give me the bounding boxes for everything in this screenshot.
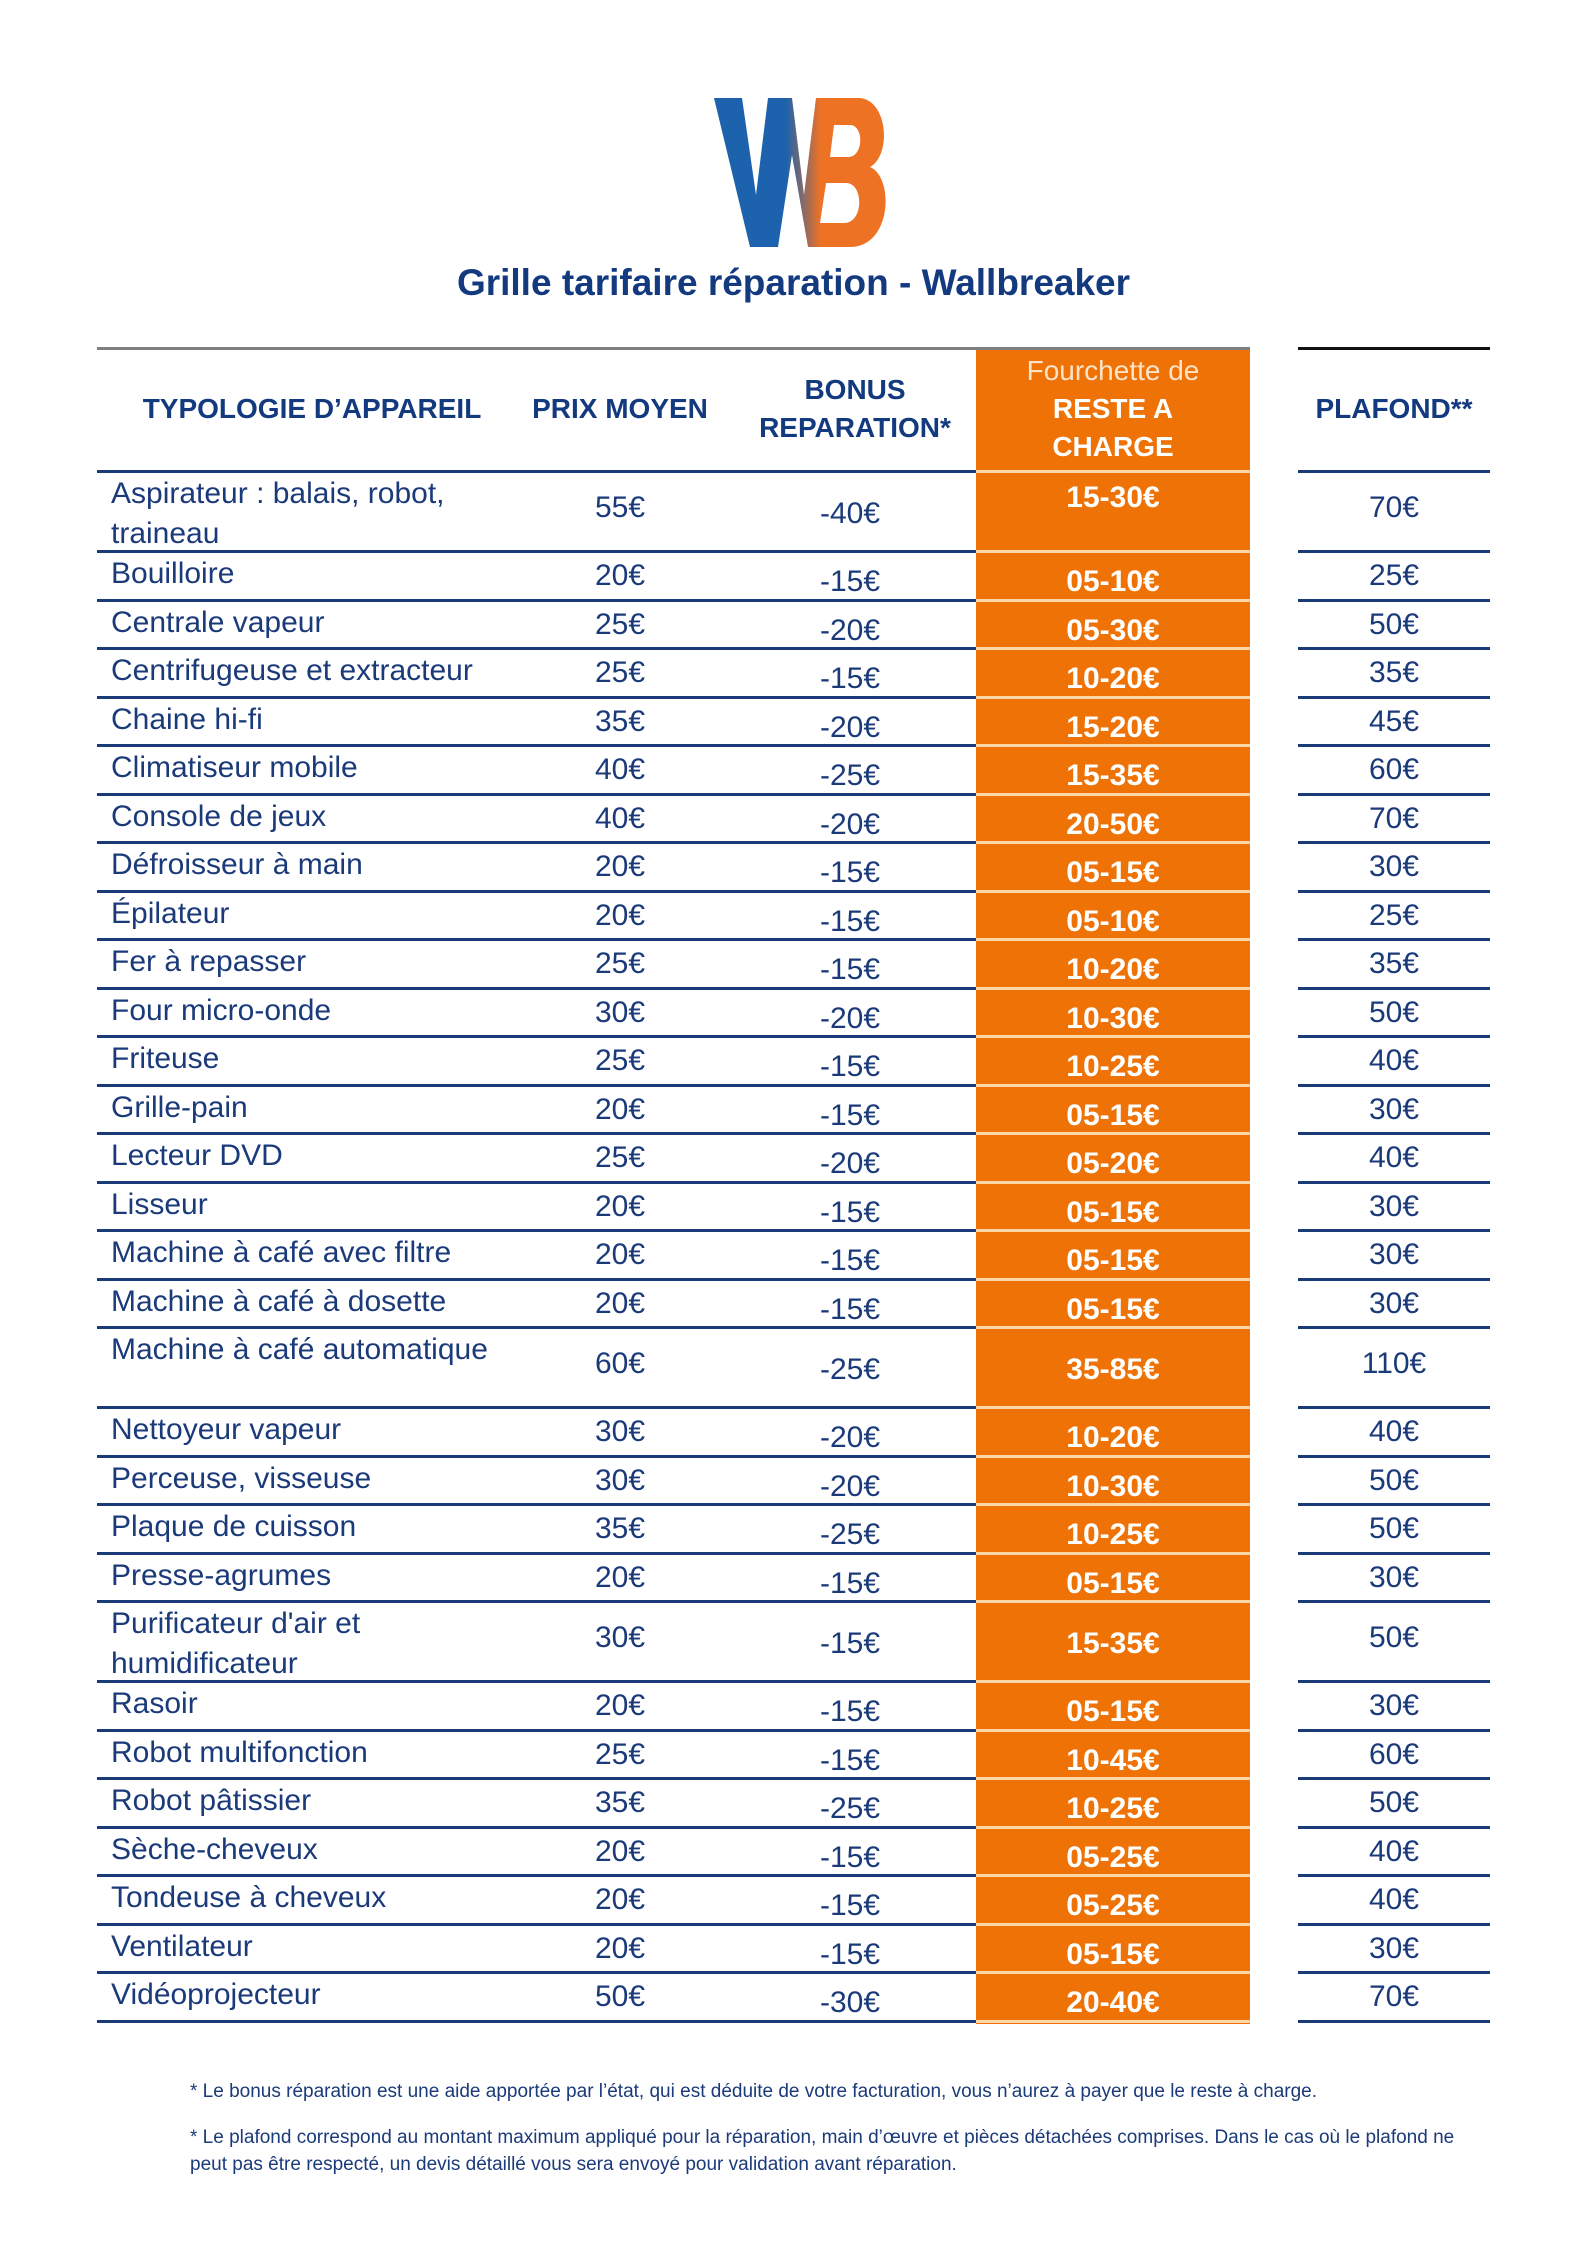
repair-bonus: -15€ [819, 662, 881, 695]
row-divider [97, 1971, 976, 1974]
appliance-name: Presse-agrumes [111, 1558, 332, 1592]
price-cap: 30€ [1368, 1560, 1420, 1594]
row-divider [1298, 1455, 1490, 1458]
repair-bonus: -15€ [819, 904, 881, 938]
row-divider [976, 744, 1250, 747]
row-divider [1298, 1971, 1490, 1974]
average-price: 25€ [594, 1044, 646, 1077]
row-divider [976, 938, 1250, 941]
row-divider [1298, 1552, 1490, 1555]
average-price: 55€ [594, 491, 646, 524]
row-divider [1298, 1923, 1490, 1926]
remaining-cost-range: 35-85€ [1066, 1353, 1160, 1386]
appliance-name: Friteuse [111, 1042, 220, 1075]
row-divider [1298, 1600, 1490, 1603]
price-cap: 50€ [1368, 1621, 1420, 1654]
row-divider [976, 1132, 1250, 1135]
row-divider [97, 1326, 976, 1329]
row-divider [97, 1406, 976, 1409]
row-divider [976, 1729, 1250, 1732]
appliance-name: Ventilateur [111, 1929, 253, 1963]
remaining-cost-range: 05-25€ [1066, 1889, 1160, 1922]
appliance-name: Lisseur [111, 1187, 208, 1221]
repair-bonus: -20€ [819, 1001, 881, 1035]
appliance-name: Machine à café à dosette [111, 1284, 447, 1318]
row-divider [976, 470, 1250, 473]
repair-bonus: -15€ [819, 1566, 881, 1600]
row-divider [1298, 1729, 1490, 1732]
remaining-cost-range: 10-20€ [1066, 953, 1160, 986]
average-price: 25€ [594, 607, 646, 641]
appliance-name: Tondeuse à cheveux [111, 1881, 387, 1914]
row-divider [1298, 647, 1490, 650]
average-price: 40€ [594, 801, 646, 835]
price-cap: 60€ [1368, 1737, 1420, 1771]
average-price: 40€ [594, 753, 646, 786]
row-divider [976, 793, 1250, 796]
row-divider [976, 1035, 1250, 1038]
remaining-cost-range: 15-30€ [1066, 481, 1160, 514]
remaining-cost-range: 05-15€ [1066, 1292, 1160, 1326]
row-divider [97, 1503, 976, 1506]
row-divider [1298, 890, 1490, 893]
repair-bonus: -15€ [819, 1195, 881, 1229]
row-divider [97, 938, 976, 941]
average-price: 35€ [594, 1786, 646, 1819]
appliance-name: Climatiseur mobile [111, 751, 358, 784]
repair-bonus: -20€ [819, 807, 881, 841]
row-divider [976, 1278, 1250, 1281]
header-range-line2: RESTE A [1052, 393, 1174, 424]
remaining-cost-range: 05-25€ [1066, 1840, 1160, 1874]
price-cap: 35€ [1368, 656, 1420, 689]
price-cap: 40€ [1368, 1415, 1420, 1448]
appliance-name: Fer à repasser [111, 945, 307, 978]
row-divider [976, 890, 1250, 893]
row-divider [1298, 1229, 1490, 1232]
row-divider [976, 1777, 1250, 1780]
appliance-name: Plaque de cuisson [111, 1510, 357, 1543]
row-divider [976, 1971, 1250, 1974]
appliance-name: Bouilloire [111, 557, 235, 590]
repair-bonus: -40€ [819, 497, 881, 530]
row-divider [97, 1552, 976, 1555]
row-divider [1298, 696, 1490, 699]
repair-bonus: -15€ [819, 1743, 881, 1777]
remaining-cost-range: 05-15€ [1066, 1937, 1160, 1971]
row-divider [976, 1923, 1250, 1926]
remaining-cost-range: 05-15€ [1066, 1244, 1160, 1277]
header-typologie: TYPOLOGIE D’APPAREIL [142, 393, 482, 424]
average-price: 25€ [594, 947, 646, 980]
page-title: Grille tarifaire réparation - Wallbreaker [456, 262, 1131, 303]
repair-bonus: -15€ [819, 1627, 881, 1660]
average-price: 30€ [594, 1621, 646, 1654]
row-divider [97, 2020, 976, 2023]
row-divider [1298, 938, 1490, 941]
average-price: 30€ [594, 1463, 646, 1497]
remaining-cost-range: 15-35€ [1066, 1627, 1160, 1660]
row-divider [97, 841, 976, 844]
header-range-line3: CHARGE [1052, 431, 1174, 462]
row-divider [1298, 1181, 1490, 1184]
row-divider [1298, 470, 1490, 473]
appliance-name: Centrale vapeur [111, 605, 325, 639]
average-price: 20€ [594, 1238, 646, 1271]
appliance-name: Défroisseur à main [111, 848, 363, 881]
repair-bonus: -15€ [819, 565, 881, 598]
appliance-name: Sèche-cheveux [111, 1832, 318, 1866]
average-price: 25€ [594, 1141, 646, 1174]
appliance-name: Purificateur d'air et humidificateur [111, 1607, 361, 1680]
average-price: 35€ [594, 1512, 646, 1545]
remaining-cost-range: 10-25€ [1066, 1792, 1160, 1825]
remaining-cost-range: 10-25€ [1066, 1518, 1160, 1551]
row-divider [976, 841, 1250, 844]
price-cap: 60€ [1368, 753, 1420, 786]
row-divider [97, 744, 976, 747]
price-cap: 30€ [1368, 1689, 1420, 1722]
price-cap: 30€ [1368, 1286, 1420, 1320]
row-divider [1298, 744, 1490, 747]
row-divider [1298, 550, 1490, 553]
remaining-cost-range: 10-30€ [1066, 1001, 1160, 1035]
row-divider [976, 2020, 1250, 2023]
row-divider [1298, 1132, 1490, 1135]
repair-bonus: -20€ [819, 1147, 881, 1180]
appliance-name: Perceuse, visseuse [111, 1461, 372, 1495]
row-divider [1298, 1874, 1490, 1877]
repair-bonus: -15€ [819, 1937, 881, 1971]
row-divider [97, 599, 976, 602]
repair-bonus: -15€ [819, 1050, 881, 1083]
price-cap: 40€ [1368, 1141, 1420, 1174]
remaining-cost-range: 20-50€ [1066, 807, 1160, 841]
header-reste-a-charge [976, 348, 1250, 470]
remaining-cost-range: 05-15€ [1066, 1195, 1160, 1229]
appliance-name: Machine à café avec filtre [111, 1236, 452, 1269]
remaining-cost-range: 05-15€ [1066, 1566, 1160, 1600]
row-divider [97, 550, 976, 553]
footnote-bonus: * Le bonus réparation est une aide apportée par l’état, qui est déduite de votre facturation, vous n’aurez à payer que le reste à charge. [190, 2081, 1318, 2102]
price-cap: 30€ [1368, 1238, 1420, 1271]
average-price: 20€ [594, 1834, 646, 1868]
header-bonus-line1: BONUS [804, 374, 906, 405]
appliance-name: Robot multifonction [111, 1735, 368, 1769]
row-divider [97, 793, 976, 796]
row-divider [97, 1035, 976, 1038]
average-price: 20€ [594, 1883, 646, 1916]
row-divider [97, 1680, 976, 1683]
row-divider [976, 647, 1250, 650]
appliance-name: Grille-pain [111, 1090, 248, 1124]
row-divider [97, 1229, 976, 1232]
average-price: 20€ [594, 898, 646, 932]
price-cap: 70€ [1368, 1980, 1420, 2013]
remaining-cost-range: 05-15€ [1066, 856, 1160, 889]
appliance-name: Chaine hi-fi [111, 702, 263, 736]
price-cap: 110€ [1361, 1347, 1427, 1380]
header-plafond: PLAFOND** [1315, 393, 1473, 424]
row-divider [97, 1455, 976, 1458]
repair-bonus: -15€ [819, 1695, 881, 1728]
average-price: 20€ [594, 559, 646, 592]
repair-bonus: -20€ [819, 1469, 881, 1503]
row-divider [97, 470, 976, 473]
price-cap: 70€ [1368, 491, 1420, 524]
row-divider [976, 1600, 1250, 1603]
row-divider [976, 1406, 1250, 1409]
price-cap: 50€ [1368, 995, 1420, 1029]
average-price: 35€ [594, 704, 646, 738]
price-cap: 50€ [1368, 607, 1420, 641]
row-divider [97, 1777, 976, 1780]
average-price: 20€ [594, 1092, 646, 1126]
row-divider [1298, 987, 1490, 990]
repair-bonus: -15€ [819, 1244, 881, 1277]
row-divider [976, 1680, 1250, 1683]
row-divider [1298, 2020, 1490, 2023]
appliance-name: Four micro-onde [111, 993, 332, 1027]
average-price: 20€ [594, 850, 646, 883]
price-cap: 25€ [1368, 898, 1420, 932]
average-price: 50€ [594, 1980, 646, 2013]
repair-bonus: -15€ [819, 1840, 881, 1874]
row-divider [97, 647, 976, 650]
average-price: 25€ [594, 1737, 646, 1771]
header-prix-moyen: PRIX MOYEN [532, 393, 708, 424]
price-cap: 70€ [1368, 801, 1420, 835]
row-divider [976, 696, 1250, 699]
remaining-cost-range: 05-10€ [1066, 904, 1160, 938]
row-divider [97, 1923, 976, 1926]
row-divider [1298, 599, 1490, 602]
price-cap: 30€ [1368, 1931, 1420, 1965]
appliance-name: Rasoir [111, 1687, 198, 1720]
remaining-cost-range: 05-15€ [1066, 1098, 1160, 1132]
price-cap: 50€ [1368, 1512, 1420, 1545]
row-divider [97, 1132, 976, 1135]
appliance-name: Aspirateur : balais, robot, traineau [111, 477, 445, 550]
row-divider [97, 1826, 976, 1829]
repair-bonus: -15€ [819, 953, 881, 986]
appliance-name: Console de jeux [111, 799, 327, 833]
average-price: 20€ [594, 1286, 646, 1320]
appliance-name: Nettoyeur vapeur [111, 1413, 342, 1446]
header-bonus [740, 348, 970, 470]
price-cap: 25€ [1368, 559, 1420, 592]
price-cap: 50€ [1368, 1463, 1420, 1497]
row-divider [1298, 1680, 1490, 1683]
price-cap: 35€ [1368, 947, 1420, 980]
remaining-cost-range: 10-45€ [1066, 1743, 1160, 1777]
appliance-name: Centrifugeuse et extracteur [111, 654, 473, 687]
repair-bonus: -25€ [819, 1353, 881, 1386]
row-divider [1298, 1326, 1490, 1329]
row-divider [1298, 841, 1490, 844]
row-divider [97, 890, 976, 893]
row-divider [1298, 1406, 1490, 1409]
row-divider [97, 1600, 976, 1603]
row-divider [976, 1503, 1250, 1506]
price-cap: 50€ [1368, 1786, 1420, 1819]
row-divider [97, 1874, 976, 1877]
price-cap: 45€ [1368, 704, 1420, 738]
row-divider [976, 550, 1250, 553]
row-divider [976, 1326, 1250, 1329]
repair-bonus: -25€ [819, 1792, 881, 1825]
repair-bonus: -30€ [819, 1986, 881, 2019]
remaining-cost-range: 05-20€ [1066, 1147, 1160, 1180]
row-divider [976, 987, 1250, 990]
price-cap: 40€ [1368, 1883, 1420, 1916]
repair-bonus: -20€ [819, 1421, 881, 1454]
repair-bonus: -25€ [819, 759, 881, 792]
repair-bonus: -25€ [819, 1518, 881, 1551]
price-cap: 30€ [1368, 850, 1420, 883]
price-cap: 40€ [1368, 1834, 1420, 1868]
price-cap: 40€ [1368, 1044, 1420, 1077]
row-divider [976, 1826, 1250, 1829]
remaining-cost-range: 10-30€ [1066, 1469, 1160, 1503]
remaining-cost-range: 10-20€ [1066, 1421, 1160, 1454]
footnote-plafond: * Le plafond correspond au montant maximum appliqué pour la réparation, main d’œuvre et pièces détachées comprises. Dans le cas où le plafond ne peut pas être respecté, un devis détaillé vous sera envoyé pour validation avant réparation. [190, 2127, 1455, 2175]
remaining-cost-range: 10-25€ [1066, 1050, 1160, 1083]
row-divider [1298, 1035, 1490, 1038]
appliance-name: Machine à café automatique [111, 1333, 488, 1366]
average-price: 25€ [594, 656, 646, 689]
row-divider [976, 1455, 1250, 1458]
header-bonus-line2: REPARATION* [759, 412, 951, 443]
average-price: 30€ [594, 1415, 646, 1448]
header-range-line1: Fourchette de [1026, 355, 1200, 386]
remaining-cost-range: 10-20€ [1066, 662, 1160, 695]
row-divider [97, 1278, 976, 1281]
row-divider [976, 1874, 1250, 1877]
repair-bonus: -20€ [819, 613, 881, 647]
row-divider [1298, 793, 1490, 796]
remaining-cost-range: 15-35€ [1066, 759, 1160, 792]
row-divider [1298, 1278, 1490, 1281]
row-divider [97, 1181, 976, 1184]
average-price: 30€ [594, 995, 646, 1029]
price-cap: 30€ [1368, 1092, 1420, 1126]
repair-bonus: -15€ [819, 856, 881, 889]
row-divider [976, 599, 1250, 602]
repair-bonus: -15€ [819, 1098, 881, 1132]
average-price: 20€ [594, 1560, 646, 1594]
row-divider [1298, 1826, 1490, 1829]
remaining-cost-range: 05-30€ [1066, 613, 1160, 647]
remaining-cost-range: 05-15€ [1066, 1695, 1160, 1728]
repair-bonus: -15€ [819, 1889, 881, 1922]
appliance-name: Robot pâtissier [111, 1784, 312, 1817]
remaining-cost-range: 05-10€ [1066, 565, 1160, 598]
appliance-name: Épilateur [111, 896, 230, 930]
average-price: 20€ [594, 1931, 646, 1965]
row-divider [97, 1729, 976, 1732]
appliance-name: Lecteur DVD [111, 1139, 283, 1172]
average-price: 60€ [594, 1347, 646, 1380]
row-divider [1298, 1503, 1490, 1506]
price-cap: 30€ [1368, 1189, 1420, 1223]
remaining-cost-range: 15-20€ [1066, 710, 1160, 744]
row-divider [1298, 1084, 1490, 1087]
repair-bonus: -20€ [819, 710, 881, 744]
row-divider [97, 987, 976, 990]
row-divider [976, 1084, 1250, 1087]
row-divider [976, 1181, 1250, 1184]
row-divider [1298, 1777, 1490, 1780]
repair-bonus: -15€ [819, 1292, 881, 1326]
row-divider [97, 696, 976, 699]
row-divider [976, 1552, 1250, 1555]
average-price: 20€ [594, 1189, 646, 1223]
remaining-cost-range: 20-40€ [1066, 1986, 1160, 2019]
wallbreaker-logo [712, 95, 888, 250]
appliance-name: Vidéoprojecteur [111, 1978, 321, 2011]
average-price: 20€ [594, 1689, 646, 1722]
row-divider [976, 1229, 1250, 1232]
row-divider [97, 1084, 976, 1087]
